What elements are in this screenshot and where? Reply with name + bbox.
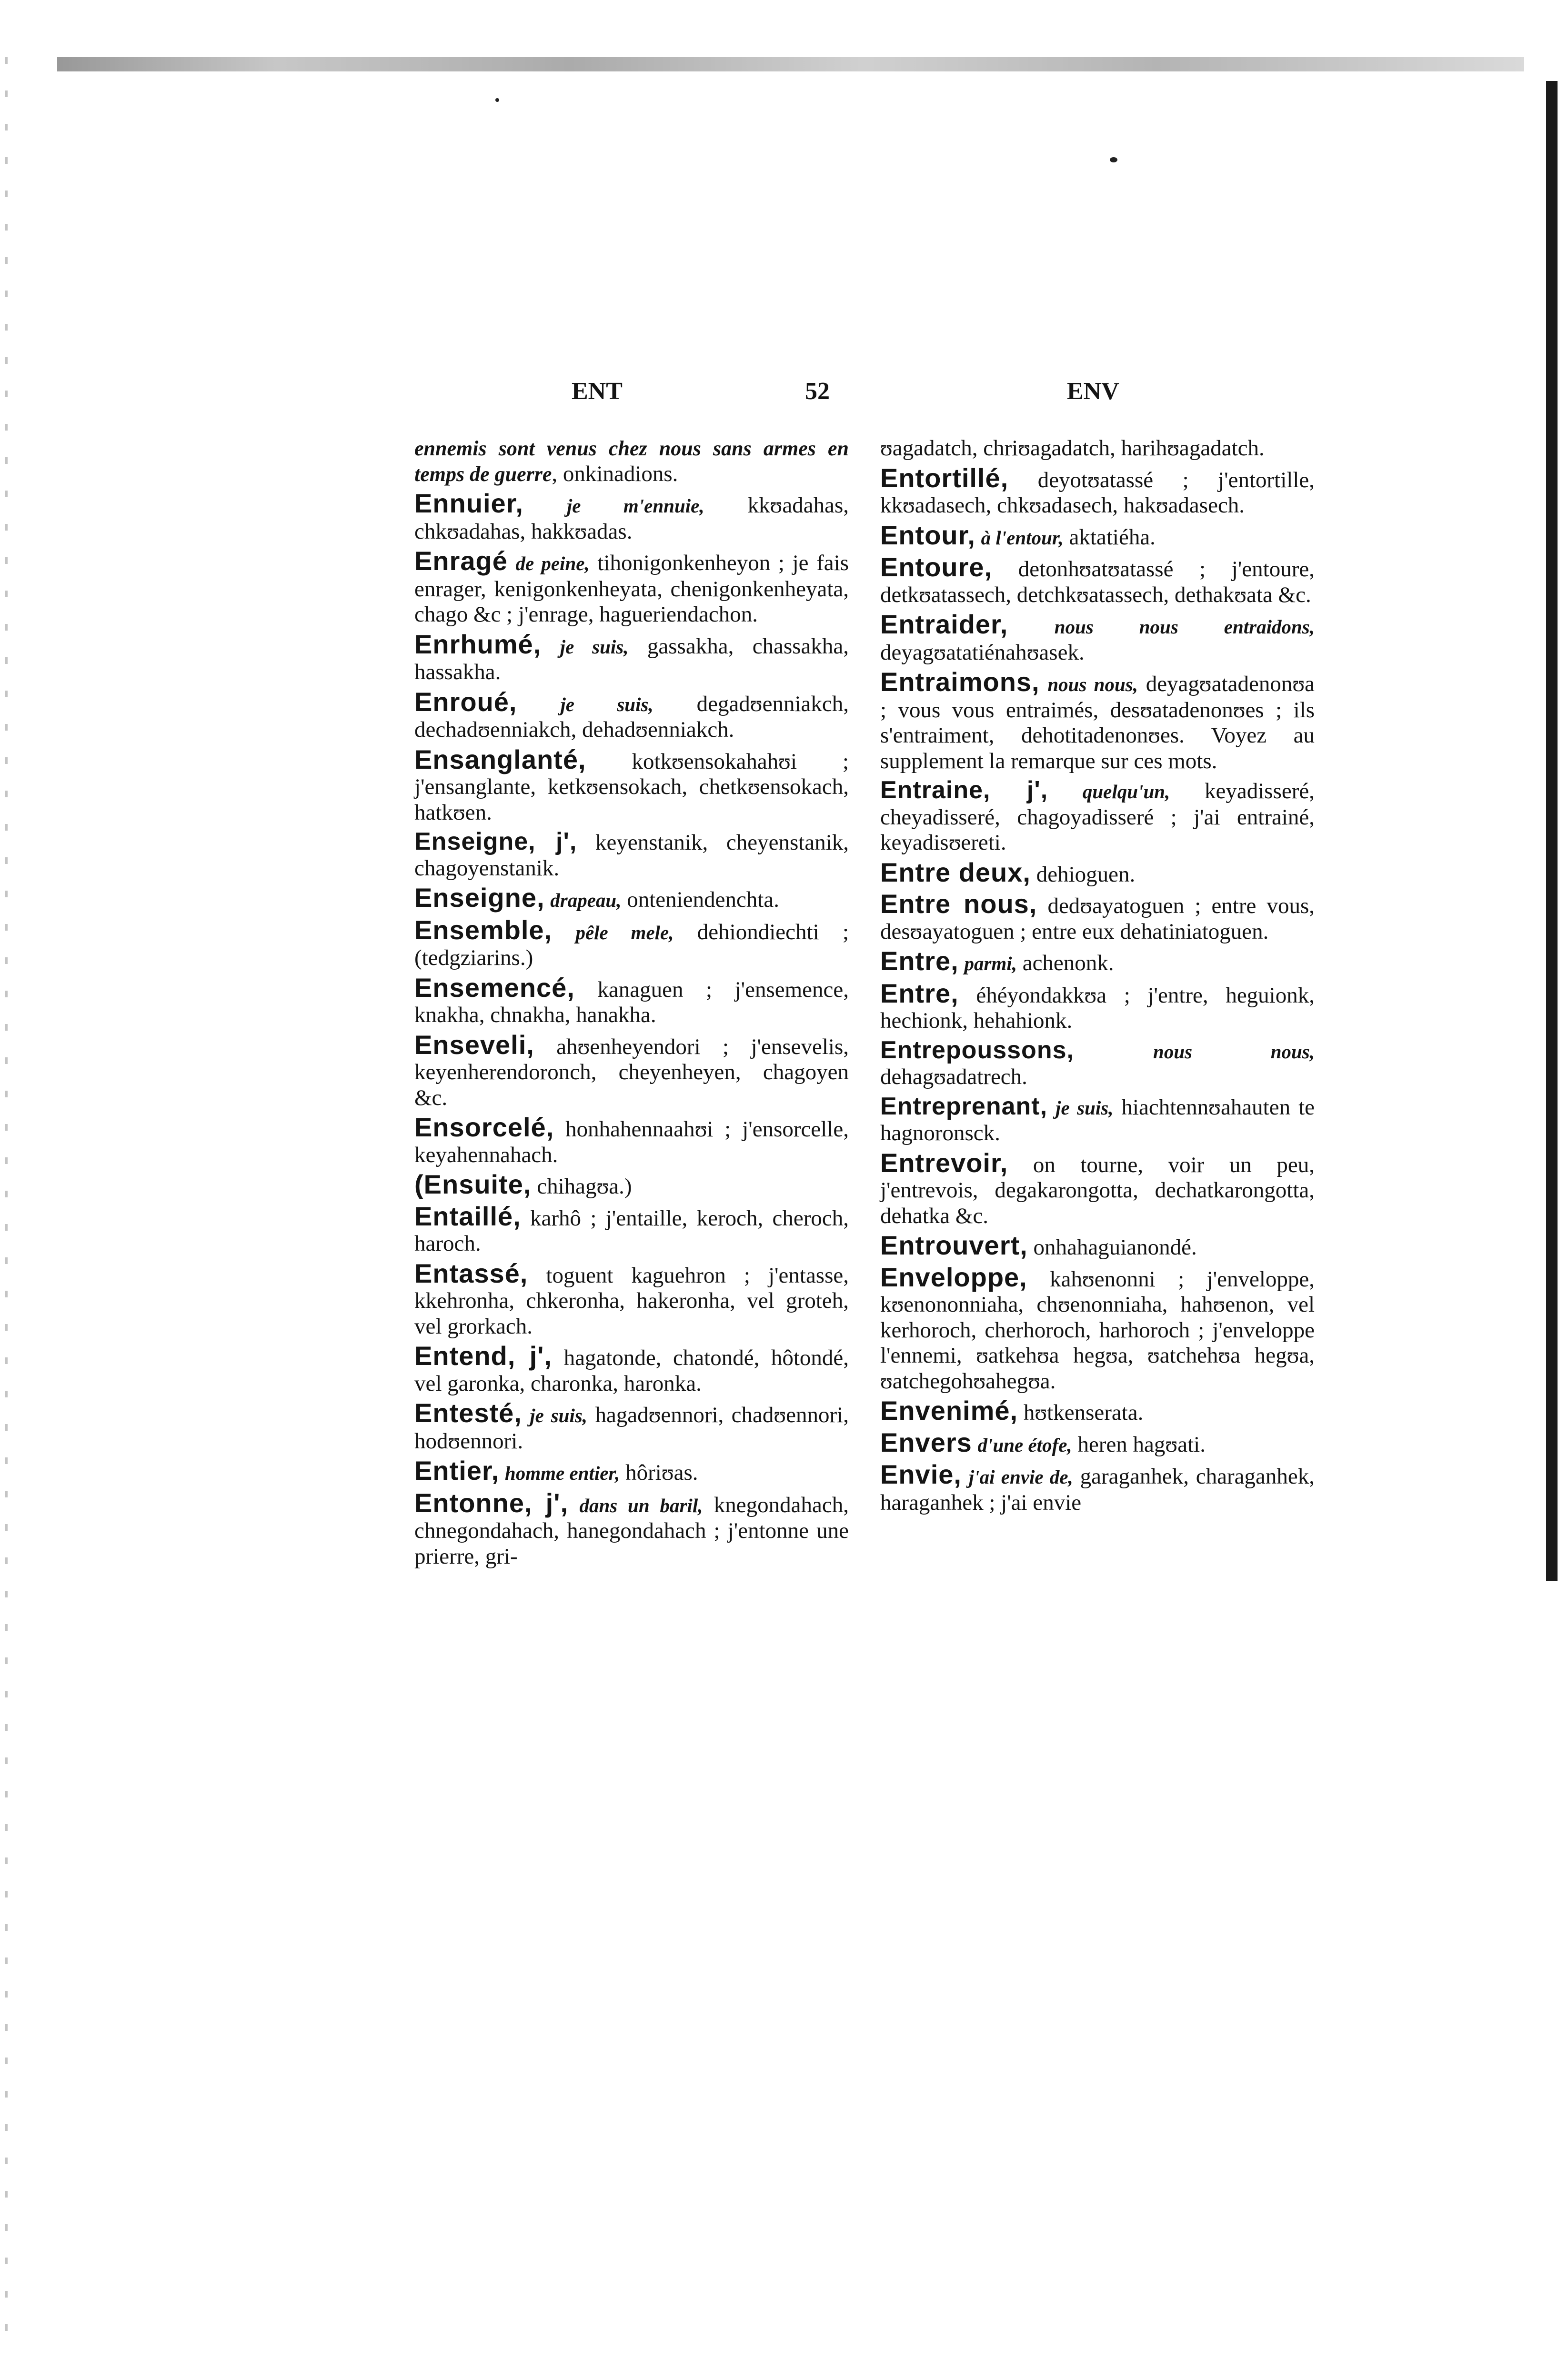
entry-headword: Entraider, <box>880 609 1008 639</box>
entry-gloss: quelqu'un, <box>1082 781 1170 803</box>
entry-headword: Envers <box>880 1427 972 1457</box>
dictionary-entry <box>880 1427 1315 1458</box>
entry-text: hagatonde, chatondé, hôtondé, vel garonka, charonka, haronka. <box>414 1345 849 1396</box>
entry-text: tihonigonkenheyon ; je fais enrager, kenigonkenheyata, chenigonkenheyata, chago &c ; j'enrage, hagueriendachon. <box>414 551 849 627</box>
dictionary-entry <box>880 778 1315 856</box>
left-column <box>414 436 849 1573</box>
dictionary-entry <box>880 554 1315 608</box>
dictionary-entry <box>880 978 1315 1034</box>
entry-text: deyotʊatassé ; j'entortille, kkʊadasech, chkʊadasech, hakʊadasech. <box>880 467 1315 518</box>
entry-headword: Entend, j', <box>414 1341 553 1371</box>
entry-text: detonhʊatʊatassé ; j'entoure, detkʊatassech, detchkʊatassech, dethakʊata &c. <box>880 557 1315 607</box>
entry-text: toguent kaguehron ; j'entasse, kkehronha, chkeronha, hakeronha, vel groteh, vel grorkach. <box>414 1263 849 1339</box>
dictionary-entry <box>414 914 849 971</box>
entry-text: onhahaguianondé. <box>1033 1235 1197 1260</box>
dictionary-entry <box>880 1094 1315 1146</box>
entry-text: heren hagʊati. <box>1072 1432 1206 1457</box>
entry-text: achenonk. <box>1016 951 1114 975</box>
entry-headword: Entesté, <box>414 1398 522 1428</box>
entry-text: kanaguen ; j'ensemence, knakha, chnakha, hanakha. <box>414 977 849 1027</box>
dictionary-entry <box>880 948 1315 977</box>
entry-text: ʊagadatch, chriʊagadatch, harihʊagadatch. <box>880 436 1265 461</box>
entry-text: ahʊenheyendori ; j'ensevelis, keyenherendoronch, cheyenheyen, chagoyen &c. <box>414 1034 849 1110</box>
entry-gloss: je suis, <box>560 635 629 658</box>
entry-gloss: à l'entour, <box>981 526 1064 549</box>
entry-text: karhô ; j'entaille, keroch, cheroch, haroch. <box>414 1205 849 1256</box>
dictionary-entry <box>880 522 1315 551</box>
dictionary-entry <box>414 1114 849 1168</box>
entry-text: hʊtkenserata. <box>1023 1400 1144 1425</box>
entry-headword: Entassé, <box>414 1258 528 1288</box>
entry-gloss: ennemis sont venus chez nous sans armes en temps de guerre <box>414 437 849 486</box>
entry-text: kotkʊensokahahʊi ; j'ensanglante, ketkʊensokach, chetkʊensokach, hatkʊen. <box>414 749 849 825</box>
entry-text: keyadisseré, cheyadisseré, chagoyadisseré ; j'ai entrainé, keyadisʊereti. <box>880 779 1315 855</box>
dictionary-entry <box>880 1147 1315 1229</box>
entry-text: gassakha, chassakha, hassakha. <box>414 633 849 684</box>
entry-gloss: parmi, <box>964 953 1017 974</box>
entry-gloss: nous nous entraidons, <box>1054 616 1315 638</box>
header-right: ENV <box>1067 378 1119 405</box>
dictionary-entry <box>414 885 849 913</box>
entry-text: knegondahach, chnegondahach, hanegondahach ; j'entonne une prierre, gri- <box>414 1492 849 1569</box>
entry-headword: Entonne, j', <box>414 1487 569 1518</box>
dictionary-entry <box>880 436 1315 462</box>
entry-headword: Enseigne, <box>414 883 545 913</box>
dictionary-entry <box>880 1038 1315 1090</box>
entry-headword: Ensorcelé, <box>414 1112 554 1142</box>
dictionary-entry <box>414 548 849 628</box>
entry-gloss: je suis, <box>530 1405 588 1426</box>
entry-gloss: pêle mele, <box>575 921 674 944</box>
scan-speck <box>1110 157 1117 162</box>
scan-edge-top <box>57 57 1524 71</box>
entry-gloss: nous nous, <box>1153 1040 1315 1063</box>
entry-headword: Entoure, <box>880 552 993 582</box>
entry-text: degadʊenniakch, dechadʊenniakch, dehadʊenniakch. <box>414 691 849 742</box>
entry-headword: Entour, <box>880 520 975 550</box>
page-header <box>414 377 1296 411</box>
dictionary-entry <box>414 1201 849 1257</box>
entry-text: éhéyondakkʊa ; j'entre, heguionk, hechionk, hehahionk. <box>880 983 1315 1033</box>
dictionary-entry <box>414 1487 849 1570</box>
entry-text: honhahennaahʊi ; j'ensorcelle, keyahennahach. <box>414 1117 849 1167</box>
page-number: 52 <box>805 378 830 405</box>
entry-headword: Entraine, j', <box>880 776 1048 804</box>
entry-headword: Entre deux, <box>880 857 1031 887</box>
dictionary-entry <box>414 744 849 826</box>
entry-headword: Entrouvert, <box>880 1230 1028 1260</box>
dictionary-entry <box>880 669 1315 774</box>
entry-headword: Enseigne, j', <box>414 828 577 855</box>
scan-edge-right <box>1546 81 1558 1581</box>
entry-text: hagadʊennori, chadʊennori, hodʊennori. <box>414 1403 849 1454</box>
entry-text: dedʊayatoguen ; entre vous, desʊayatoguen ; entre eux dehatiniatoguen. <box>880 893 1315 944</box>
entry-gloss: nous nous, <box>1047 673 1138 695</box>
entry-headword: Entre, <box>880 946 959 976</box>
entry-headword: Enseveli, <box>414 1029 534 1060</box>
scan-speck <box>495 98 499 102</box>
entry-gloss: j'ai envie de, <box>968 1466 1073 1488</box>
entry-headword: Entreprenant, <box>880 1092 1048 1120</box>
entry-text: deyagʊatatiénahʊasek. <box>880 640 1085 665</box>
entry-headword: Entrepoussons, <box>880 1036 1074 1064</box>
entry-headword: Ensanglanté, <box>414 744 586 774</box>
entry-text: aktatiéha. <box>1063 524 1156 550</box>
dictionary-entry <box>880 609 1315 665</box>
dictionary-entry <box>880 857 1315 888</box>
entry-headword: Envie, <box>880 1459 962 1489</box>
entry-gloss: je m'ennuie, <box>566 495 704 517</box>
dictionary-entry <box>414 1169 849 1200</box>
entry-gloss: d'une étofe, <box>977 1434 1072 1456</box>
dictionary-entry <box>414 829 849 881</box>
dictionary-entry <box>880 891 1315 944</box>
entry-headword: Enrhumé, <box>414 629 542 659</box>
entry-headword: Entre, <box>880 978 959 1008</box>
entry-headword: Entrevoir, <box>880 1147 1008 1178</box>
dictionary-entry <box>414 1458 849 1486</box>
entry-headword: Ensemble, <box>414 914 553 945</box>
entry-text: dehagʊadatrech. <box>880 1064 1027 1089</box>
dictionary-entry <box>880 462 1315 519</box>
dictionary-entry <box>414 972 849 1028</box>
dictionary-entry <box>414 1400 849 1454</box>
entry-headword: Enragé <box>414 546 508 576</box>
entry-headword: Entraimons, <box>880 667 1040 697</box>
dictionary-entry <box>414 686 849 743</box>
entry-headword: Entaillé, <box>414 1201 521 1231</box>
entry-headword: (Ensuite, <box>414 1169 532 1199</box>
entry-headword: Envenimé, <box>880 1395 1018 1425</box>
entry-headword: Entier, <box>414 1456 500 1486</box>
entry-text: hôriʊas. <box>620 1460 698 1485</box>
entry-gloss: je suis, <box>560 693 653 715</box>
entry-headword: Enroué, <box>414 686 517 717</box>
entry-text: onteniendenchta. <box>621 887 779 912</box>
header-left: ENT <box>572 378 623 405</box>
dictionary-entry <box>414 1343 849 1396</box>
entry-text: kkʊadahas, chkʊadahas, hakkʊadas. <box>414 493 849 544</box>
entry-text: keyenstanik, cheyenstanik, chagoyenstanik. <box>414 830 849 881</box>
entry-text: on tourne, voir un peu, j'entrevois, degakarongotta, dechatkarongotta, dehatka &c. <box>880 1152 1315 1228</box>
dictionary-entry <box>880 1459 1315 1516</box>
dictionary-entry <box>880 1395 1315 1426</box>
entry-gloss: drapeau, <box>550 889 622 911</box>
entry-headword: Entortillé, <box>880 462 1009 493</box>
dictionary-entry <box>414 436 849 487</box>
dictionary-entry <box>880 1230 1315 1261</box>
dictionary-entry <box>414 488 849 544</box>
dictionary-entry <box>414 1258 849 1340</box>
dictionary-entry <box>414 629 849 685</box>
entry-gloss: je suis, <box>1055 1096 1114 1119</box>
entry-headword: Ennuier, <box>414 488 523 518</box>
entry-headword: Enveloppe, <box>880 1262 1027 1292</box>
entry-gloss: de peine, <box>515 552 590 574</box>
entry-headword: Entre nous, <box>880 889 1037 919</box>
entry-text: chihagʊa.) <box>537 1174 632 1199</box>
right-column <box>880 436 1315 1519</box>
entry-gloss: dans un baril, <box>579 1494 703 1516</box>
entry-text: kahʊenonni ; j'enveloppe, kʊenononniaha, chʊenonniaha, hahʊenon, vel kerhoroch, cherhoroch, harhoroch ; j'enveloppe l'ennemi, ʊatkehʊa hegʊa, ʊatchehʊa hegʊa, ʊatchegohʊahegʊa. <box>880 1266 1315 1394</box>
entry-text: hiachtennʊahauten te hagnoronsck. <box>880 1094 1315 1145</box>
entry-text: dehioguen. <box>1036 862 1136 887</box>
entry-text: deyagʊatadenonʊa ; vous vous entraimés, desʊatadenonʊes ; ils s'entraiment, dehotitadenonʊes. Voyez au supplement la remarque sur ces mots. <box>880 672 1315 773</box>
dictionary-entry <box>880 1262 1315 1395</box>
entry-text: garaganhek, charaganhek, haraganhek ; j'ai envie <box>880 1464 1315 1515</box>
dictionary-entry <box>414 1029 849 1111</box>
entry-text: , onkinadions. <box>552 461 678 486</box>
scan-edge-left <box>5 57 8 2334</box>
entry-text: dehiondiechti ; (tedgziarins.) <box>414 919 849 970</box>
entry-headword: Ensemencé, <box>414 972 575 1003</box>
entry-gloss: homme entier, <box>504 1462 620 1484</box>
